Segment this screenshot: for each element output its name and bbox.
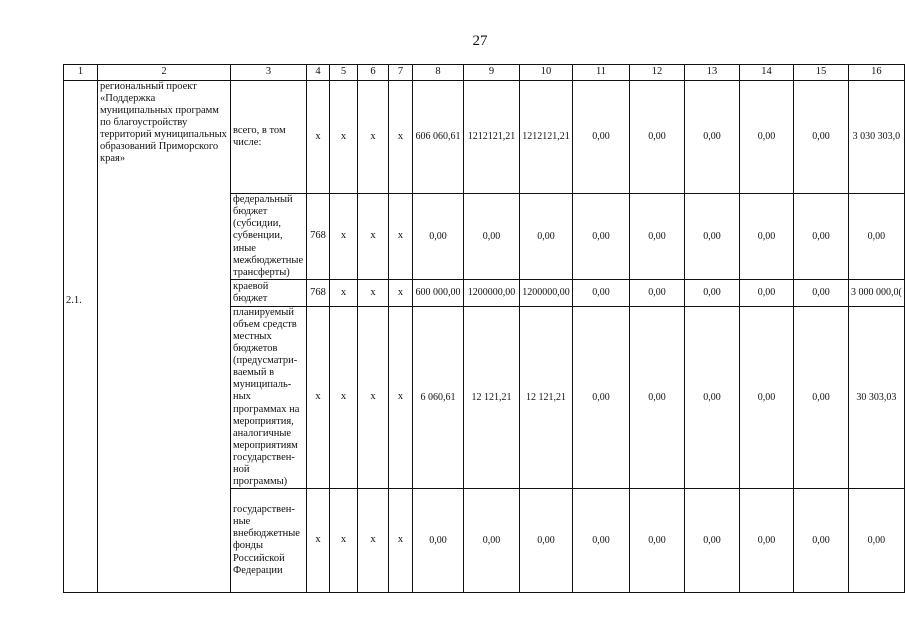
- row-label: всего, в том числе:: [231, 81, 307, 194]
- cell: 6 060,61: [413, 307, 464, 489]
- cell: 0,00: [794, 307, 849, 489]
- cell: 0,00: [794, 81, 849, 194]
- page-number: 27: [472, 33, 488, 49]
- cell: 768: [307, 280, 330, 307]
- cell: 0,00: [685, 81, 740, 194]
- cell: 1212121,21: [520, 81, 573, 194]
- cell: 0,00: [740, 81, 794, 194]
- cell: 0,00: [685, 194, 740, 280]
- cell: 0,00: [685, 307, 740, 489]
- cell: 606 060,61: [413, 81, 464, 194]
- column-header: 12: [630, 65, 685, 81]
- column-header: 7: [389, 65, 413, 81]
- cell: 0,00: [520, 194, 573, 280]
- cell: x: [389, 194, 413, 280]
- cell: 0,00: [630, 194, 685, 280]
- cell: x: [389, 280, 413, 307]
- cell: 0,00: [685, 280, 740, 307]
- column-header: 2: [98, 65, 231, 81]
- cell: 0,00: [520, 488, 573, 592]
- column-header: 9: [464, 65, 520, 81]
- cell: 0,00: [740, 280, 794, 307]
- column-header: 3: [231, 65, 307, 81]
- cell: 0,00: [630, 488, 685, 592]
- budget-table: [63, 64, 905, 593]
- cell: 3 000 000,0(: [849, 280, 905, 307]
- cell: 0,00: [794, 280, 849, 307]
- cell: x: [358, 280, 389, 307]
- cell: x: [330, 81, 358, 194]
- cell: 0,00: [794, 488, 849, 592]
- item-number-cell: [64, 81, 98, 593]
- column-header: 1: [64, 65, 98, 81]
- cell: x: [358, 488, 389, 592]
- column-header: 14: [740, 65, 794, 81]
- cell: 0,00: [630, 307, 685, 489]
- column-number-row: [64, 65, 905, 81]
- cell: 0,00: [573, 280, 630, 307]
- cell: 0,00: [413, 488, 464, 592]
- cell: 0,00: [573, 307, 630, 489]
- item-number: 2.1.: [66, 295, 82, 307]
- cell: 0,00: [630, 81, 685, 194]
- column-header: 6: [358, 65, 389, 81]
- cell: x: [389, 307, 413, 489]
- cell: 0,00: [794, 194, 849, 280]
- column-header: 4: [307, 65, 330, 81]
- column-header: 5: [330, 65, 358, 81]
- cell: 1212121,21: [464, 81, 520, 194]
- column-header: 16: [849, 65, 905, 81]
- column-header: 11: [573, 65, 630, 81]
- cell: x: [330, 280, 358, 307]
- cell: x: [307, 81, 330, 194]
- cell: 0,00: [573, 81, 630, 194]
- cell: 0,00: [849, 488, 905, 592]
- cell: 0,00: [849, 194, 905, 280]
- column-header: 10: [520, 65, 573, 81]
- cell: x: [389, 488, 413, 592]
- cell: x: [358, 307, 389, 489]
- cell: x: [330, 194, 358, 280]
- cell: x: [330, 307, 358, 489]
- cell: 1200000,00: [464, 280, 520, 307]
- cell: 0,00: [464, 194, 520, 280]
- cell: 0,00: [630, 280, 685, 307]
- cell: 0,00: [740, 194, 794, 280]
- cell: 600 000,00: [413, 280, 464, 307]
- cell: x: [307, 307, 330, 489]
- item-name: региональный проект «Поддержка муниципальных программ по благоустройству территорий муниципальных образований Приморского края»: [100, 81, 227, 165]
- row-label: краевой бюджет: [231, 280, 307, 307]
- row-label: федеральный бюджет (субсидии, субвенции, иные межбюджетные трансферты): [231, 194, 307, 280]
- cell: x: [307, 488, 330, 592]
- cell: 12 121,21: [520, 307, 573, 489]
- cell: 768: [307, 194, 330, 280]
- cell: x: [389, 81, 413, 194]
- cell: 3 030 303,0: [849, 81, 905, 194]
- row-label: государствен-ные внебюджетные фонды Российской Федерации: [231, 488, 307, 592]
- cell: 30 303,03: [849, 307, 905, 489]
- cell: 12 121,21: [464, 307, 520, 489]
- column-header: 13: [685, 65, 740, 81]
- cell: 1200000,00: [520, 280, 573, 307]
- cell: 0,00: [413, 194, 464, 280]
- cell: x: [330, 488, 358, 592]
- cell: 0,00: [740, 488, 794, 592]
- item-name-cell: [98, 81, 231, 593]
- cell: 0,00: [464, 488, 520, 592]
- column-header: 15: [794, 65, 849, 81]
- cell: 0,00: [573, 488, 630, 592]
- column-header: 8: [413, 65, 464, 81]
- cell: x: [358, 81, 389, 194]
- cell: 0,00: [740, 307, 794, 489]
- row-label: планируемый объем средств местных бюджетов (предусматри-ваемый в муниципаль-ных программах на мероприятия, аналогичные мероприятиям государствен-ной программы): [231, 307, 307, 489]
- cell: 0,00: [685, 488, 740, 592]
- table-row: [64, 81, 905, 194]
- cell: x: [358, 194, 389, 280]
- cell: 0,00: [573, 194, 630, 280]
